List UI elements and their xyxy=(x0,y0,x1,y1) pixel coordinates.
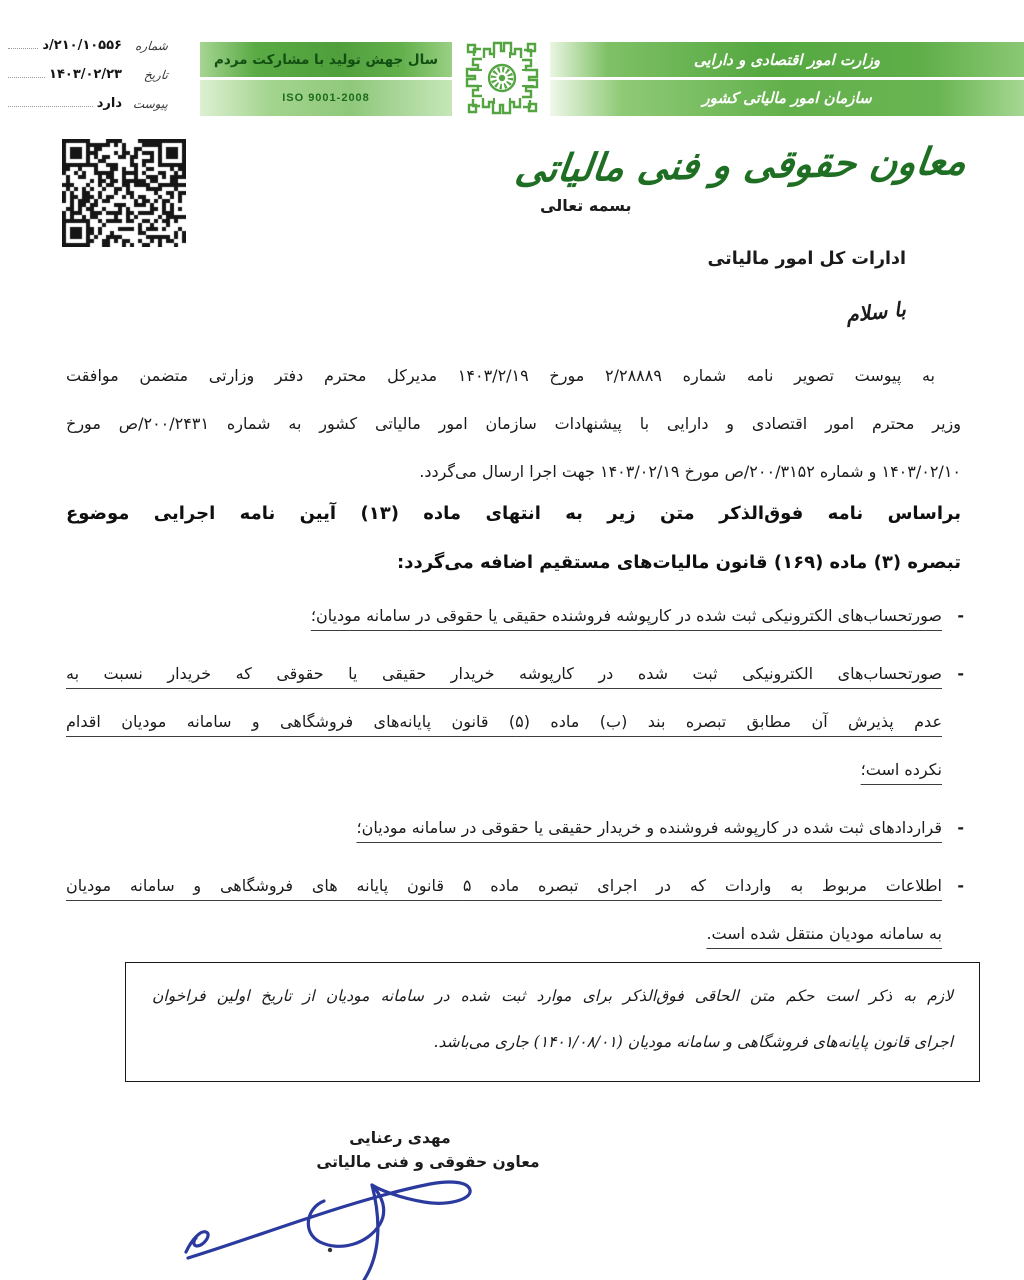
dotted-leader xyxy=(8,106,93,107)
number-label: شماره xyxy=(134,39,169,53)
note-line: اجرای قانون پایانه‌های فروشگاهی و سامانه مودیان (۱۴۰۱/۰۸/۰۱) جاری می‌باشد. xyxy=(433,1033,953,1051)
paragraph-line: وزیر محترم امور اقتصادی و دارایی با پیشنهادات سازمان امور مالیاتی کشور به شماره ۲۰۰/۲۴۳۱/ص مورخ xyxy=(66,414,961,433)
attachment-value: دارد xyxy=(96,96,122,111)
paragraph-line: تبصره (۳) ماده (۱۶۹) قانون مالیات‌های مستقیم اضافه می‌گردد: xyxy=(397,552,961,573)
body-paragraph-intro xyxy=(66,352,961,496)
dash-marker: - xyxy=(957,664,964,683)
dash-marker: - xyxy=(957,818,964,837)
list-item xyxy=(66,650,964,794)
meta-row-date xyxy=(8,53,168,82)
deputy-calligraphy: معاون حقوقی و فنی مالیاتی xyxy=(512,138,970,191)
dash-marker: - xyxy=(957,606,964,625)
meta-row-attachment xyxy=(8,82,168,111)
salutation-handwriting: با سلام xyxy=(845,296,908,328)
note-line: لازم به ذکر است حکم متن الحاقی فوق‌الذکر برای موارد ثبت شده در سامانه مودیان از تاریخ اولین فراخوان xyxy=(152,987,953,1005)
signatory-name: مهدی رعنایی xyxy=(349,1129,451,1147)
ministry-banner xyxy=(550,42,1024,116)
recipient-line: ادارات کل امور مالیاتی xyxy=(707,249,906,269)
list-item xyxy=(66,804,964,852)
paragraph-line: به پیوست تصویر نامه شماره ۲/۲۸۸۸۹ مورخ ۱۴۰۳/۲/۱۹ مدیرکل محترم دفتر وزارتی متضمن موافقت xyxy=(66,366,936,385)
handwritten-signature xyxy=(180,1140,480,1280)
list-item-line: عدم پذیرش آن مطابق تبصره بند (ب) ماده (۵) قانون پایانه‌های فروشگاهی و سامانه مودیان اقدام xyxy=(66,712,942,731)
year-slogan: سال جهش تولید با مشارکت مردم xyxy=(200,42,452,77)
dotted-leader xyxy=(8,77,45,78)
date-label: تاریخ xyxy=(143,68,169,82)
list-item-line: نکرده است؛ xyxy=(860,760,942,779)
iso-certification: ISO 9001-2008 xyxy=(200,80,452,116)
meta-row-number xyxy=(8,24,168,53)
list-item-line: قراردادهای ثبت شده در کارپوشه فروشنده و خریدار حقیقی یا حقوقی در سامانه مودیان؛ xyxy=(356,818,942,837)
signatory-title: معاون حقوقی و فنی مالیاتی xyxy=(316,1153,540,1171)
attachment-label: پیوست xyxy=(132,97,169,111)
number-value: ۲۱۰/۱۰۵۵۶/د xyxy=(42,38,122,53)
tax-organization-emblem-icon xyxy=(454,30,550,126)
bismillah-text: بسمه تعالی xyxy=(540,196,632,215)
date-value: ۱۴۰۳/۰۲/۲۳ xyxy=(49,67,122,82)
qr-code xyxy=(62,139,186,247)
list-item xyxy=(66,862,964,958)
directive-list xyxy=(66,592,964,968)
slogan-banner xyxy=(200,42,452,116)
list-item-line: اطلاعات مربوط به واردات که در اجرای تبصره ماده ۵ قانون پایانه های فروشگاهی و سامانه مودیان xyxy=(66,876,942,895)
signature-block xyxy=(230,1126,570,1174)
paragraph-line: براساس نامه فوق‌الذکر متن زیر به انتهای ماده (۱۳) آیین نامه اجرایی موضوع xyxy=(66,503,961,524)
list-item xyxy=(66,592,964,640)
note-box xyxy=(125,962,980,1082)
dotted-leader xyxy=(8,48,38,49)
list-item-line: صورتحساب‌های الکترونیکی ثبت شده در کارپوشه فروشنده حقیقی یا حقوقی در سامانه مودیان؛ xyxy=(310,606,942,625)
ministry-name: وزارت امور اقتصادی و دارایی xyxy=(550,42,1024,77)
body-paragraph-directive xyxy=(66,489,961,587)
letter-meta-block xyxy=(8,24,168,111)
paragraph-line: ۱۴۰۳/۰۲/۱۰ و شماره ۲۰۰/۳۱۵۲/ص مورخ ۱۴۰۳/۰۲/۱۹ جهت اجرا ارسال می‌گردد. xyxy=(419,462,961,481)
list-item-line: صورتحساب‌های الکترونیکی ثبت شده در کارپوشه خریدار حقیقی یا حقوقی که خریدار نسبت به xyxy=(66,664,942,683)
organization-name: سازمان امور مالیاتی کشور xyxy=(550,80,1024,116)
dash-marker: - xyxy=(957,876,964,895)
list-item-line: به سامانه مودیان منتقل شده است. xyxy=(706,924,942,943)
